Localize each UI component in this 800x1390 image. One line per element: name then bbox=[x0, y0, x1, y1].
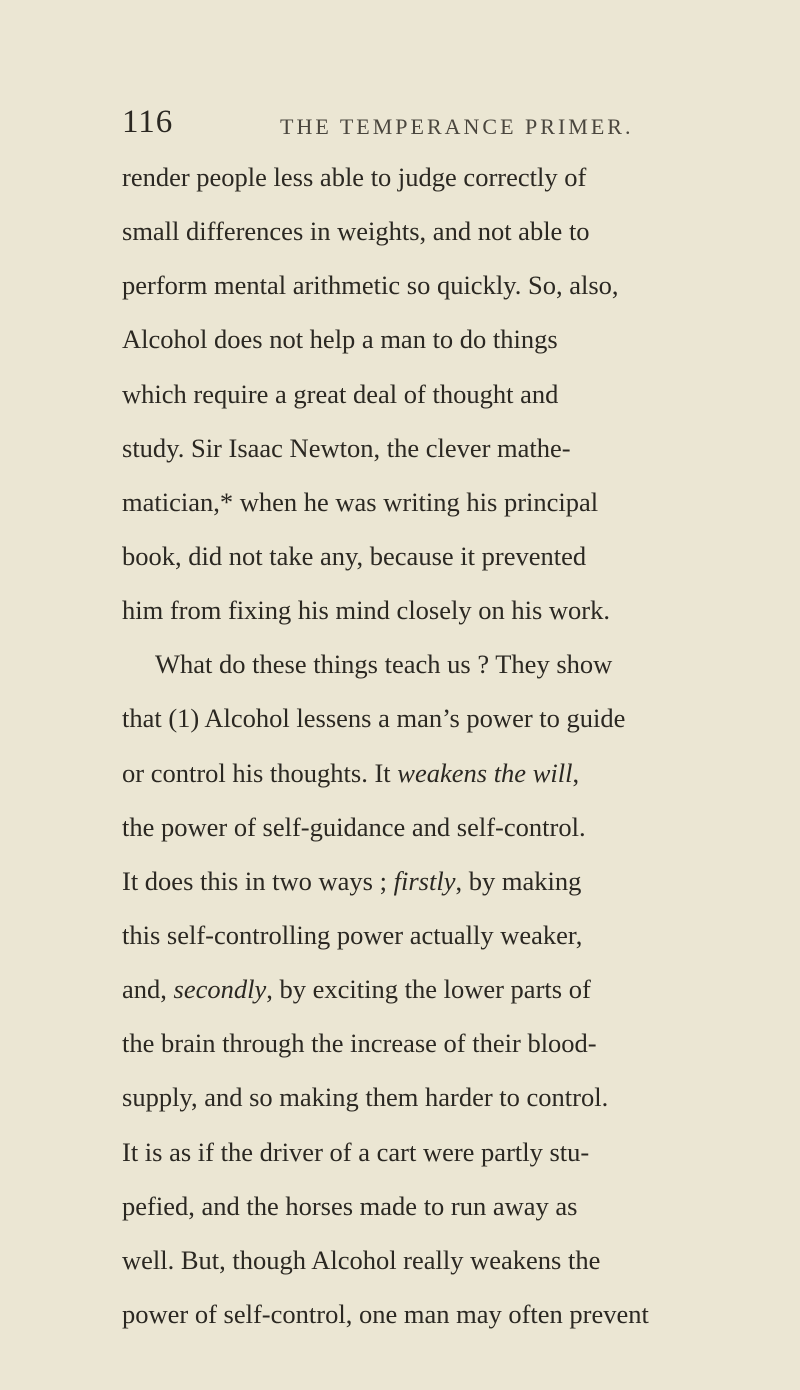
text-line bbox=[122, 1233, 794, 1287]
text-line bbox=[122, 258, 794, 312]
page-header bbox=[122, 104, 722, 148]
italic-text: secondly bbox=[173, 974, 267, 1005]
italic-text: firstly bbox=[393, 865, 456, 896]
text-line bbox=[122, 746, 794, 800]
text-line bbox=[122, 854, 794, 908]
text-line bbox=[122, 1287, 794, 1341]
text-line bbox=[122, 1125, 794, 1179]
text-line bbox=[122, 1070, 794, 1124]
text-span: What do these things teach us ? They show bbox=[155, 649, 613, 680]
text-line bbox=[122, 367, 794, 421]
text-line bbox=[122, 908, 794, 962]
text-span: pefied, and the horses made to run away as bbox=[122, 1190, 578, 1221]
text-span: or control his thoughts. It bbox=[122, 757, 398, 788]
text-span: supply, and so making them harder to control. bbox=[122, 1082, 609, 1113]
text-span: It does this in two ways ; bbox=[122, 865, 394, 896]
text-line bbox=[122, 421, 794, 475]
text-span: It is as if the driver of a cart were partly stu- bbox=[122, 1136, 590, 1167]
text-span: perform mental arithmetic so quickly. So, also, bbox=[122, 270, 619, 301]
text-line bbox=[122, 150, 794, 204]
body-text bbox=[122, 150, 794, 1341]
text-span: , by exciting the lower parts of bbox=[266, 974, 591, 1005]
text-span: small differences in weights, and not able to bbox=[122, 216, 590, 247]
text-span: that (1) Alcohol lessens a man’s power to guide bbox=[122, 703, 626, 734]
text-span: render people less able to judge correctly of bbox=[122, 162, 587, 192]
text-line bbox=[122, 204, 794, 258]
text-line bbox=[122, 1016, 794, 1070]
page-number: 116 bbox=[122, 104, 174, 140]
running-title: THE TEMPERANCE PRIMER. bbox=[280, 114, 634, 139]
text-span: , by making bbox=[455, 865, 582, 896]
text-line bbox=[122, 312, 794, 366]
text-line bbox=[122, 637, 794, 691]
text-line bbox=[122, 800, 794, 854]
text-line bbox=[122, 475, 794, 529]
italic-text: weakens the will bbox=[397, 757, 573, 788]
text-span: him from fixing his mind closely on his work. bbox=[122, 595, 611, 626]
text-span: and, bbox=[122, 974, 174, 1005]
text-span: matician,* when he was writing his principal bbox=[122, 486, 599, 517]
text-line bbox=[122, 583, 794, 637]
text-line bbox=[122, 691, 794, 745]
text-span: Alcohol does not help a man to do things bbox=[122, 324, 558, 355]
text-line bbox=[122, 1179, 794, 1233]
text-span: this self-controlling power actually weaker, bbox=[122, 919, 583, 950]
text-span: well. But, though Alcohol really weakens the bbox=[122, 1244, 601, 1275]
text-span: which require a great deal of thought and bbox=[122, 378, 559, 409]
text-span: the brain through the increase of their blood- bbox=[122, 1028, 597, 1059]
text-line bbox=[122, 529, 794, 583]
text-span: study. Sir Isaac Newton, the clever mathe- bbox=[122, 432, 571, 463]
text-span: , bbox=[572, 757, 580, 788]
text-span: book, did not take any, because it prevented bbox=[122, 540, 587, 571]
text-span: power of self-control, one man may often prevent bbox=[122, 1298, 649, 1329]
text-span: the power of self-guidance and self-control. bbox=[122, 811, 586, 842]
text-line bbox=[122, 962, 794, 1016]
